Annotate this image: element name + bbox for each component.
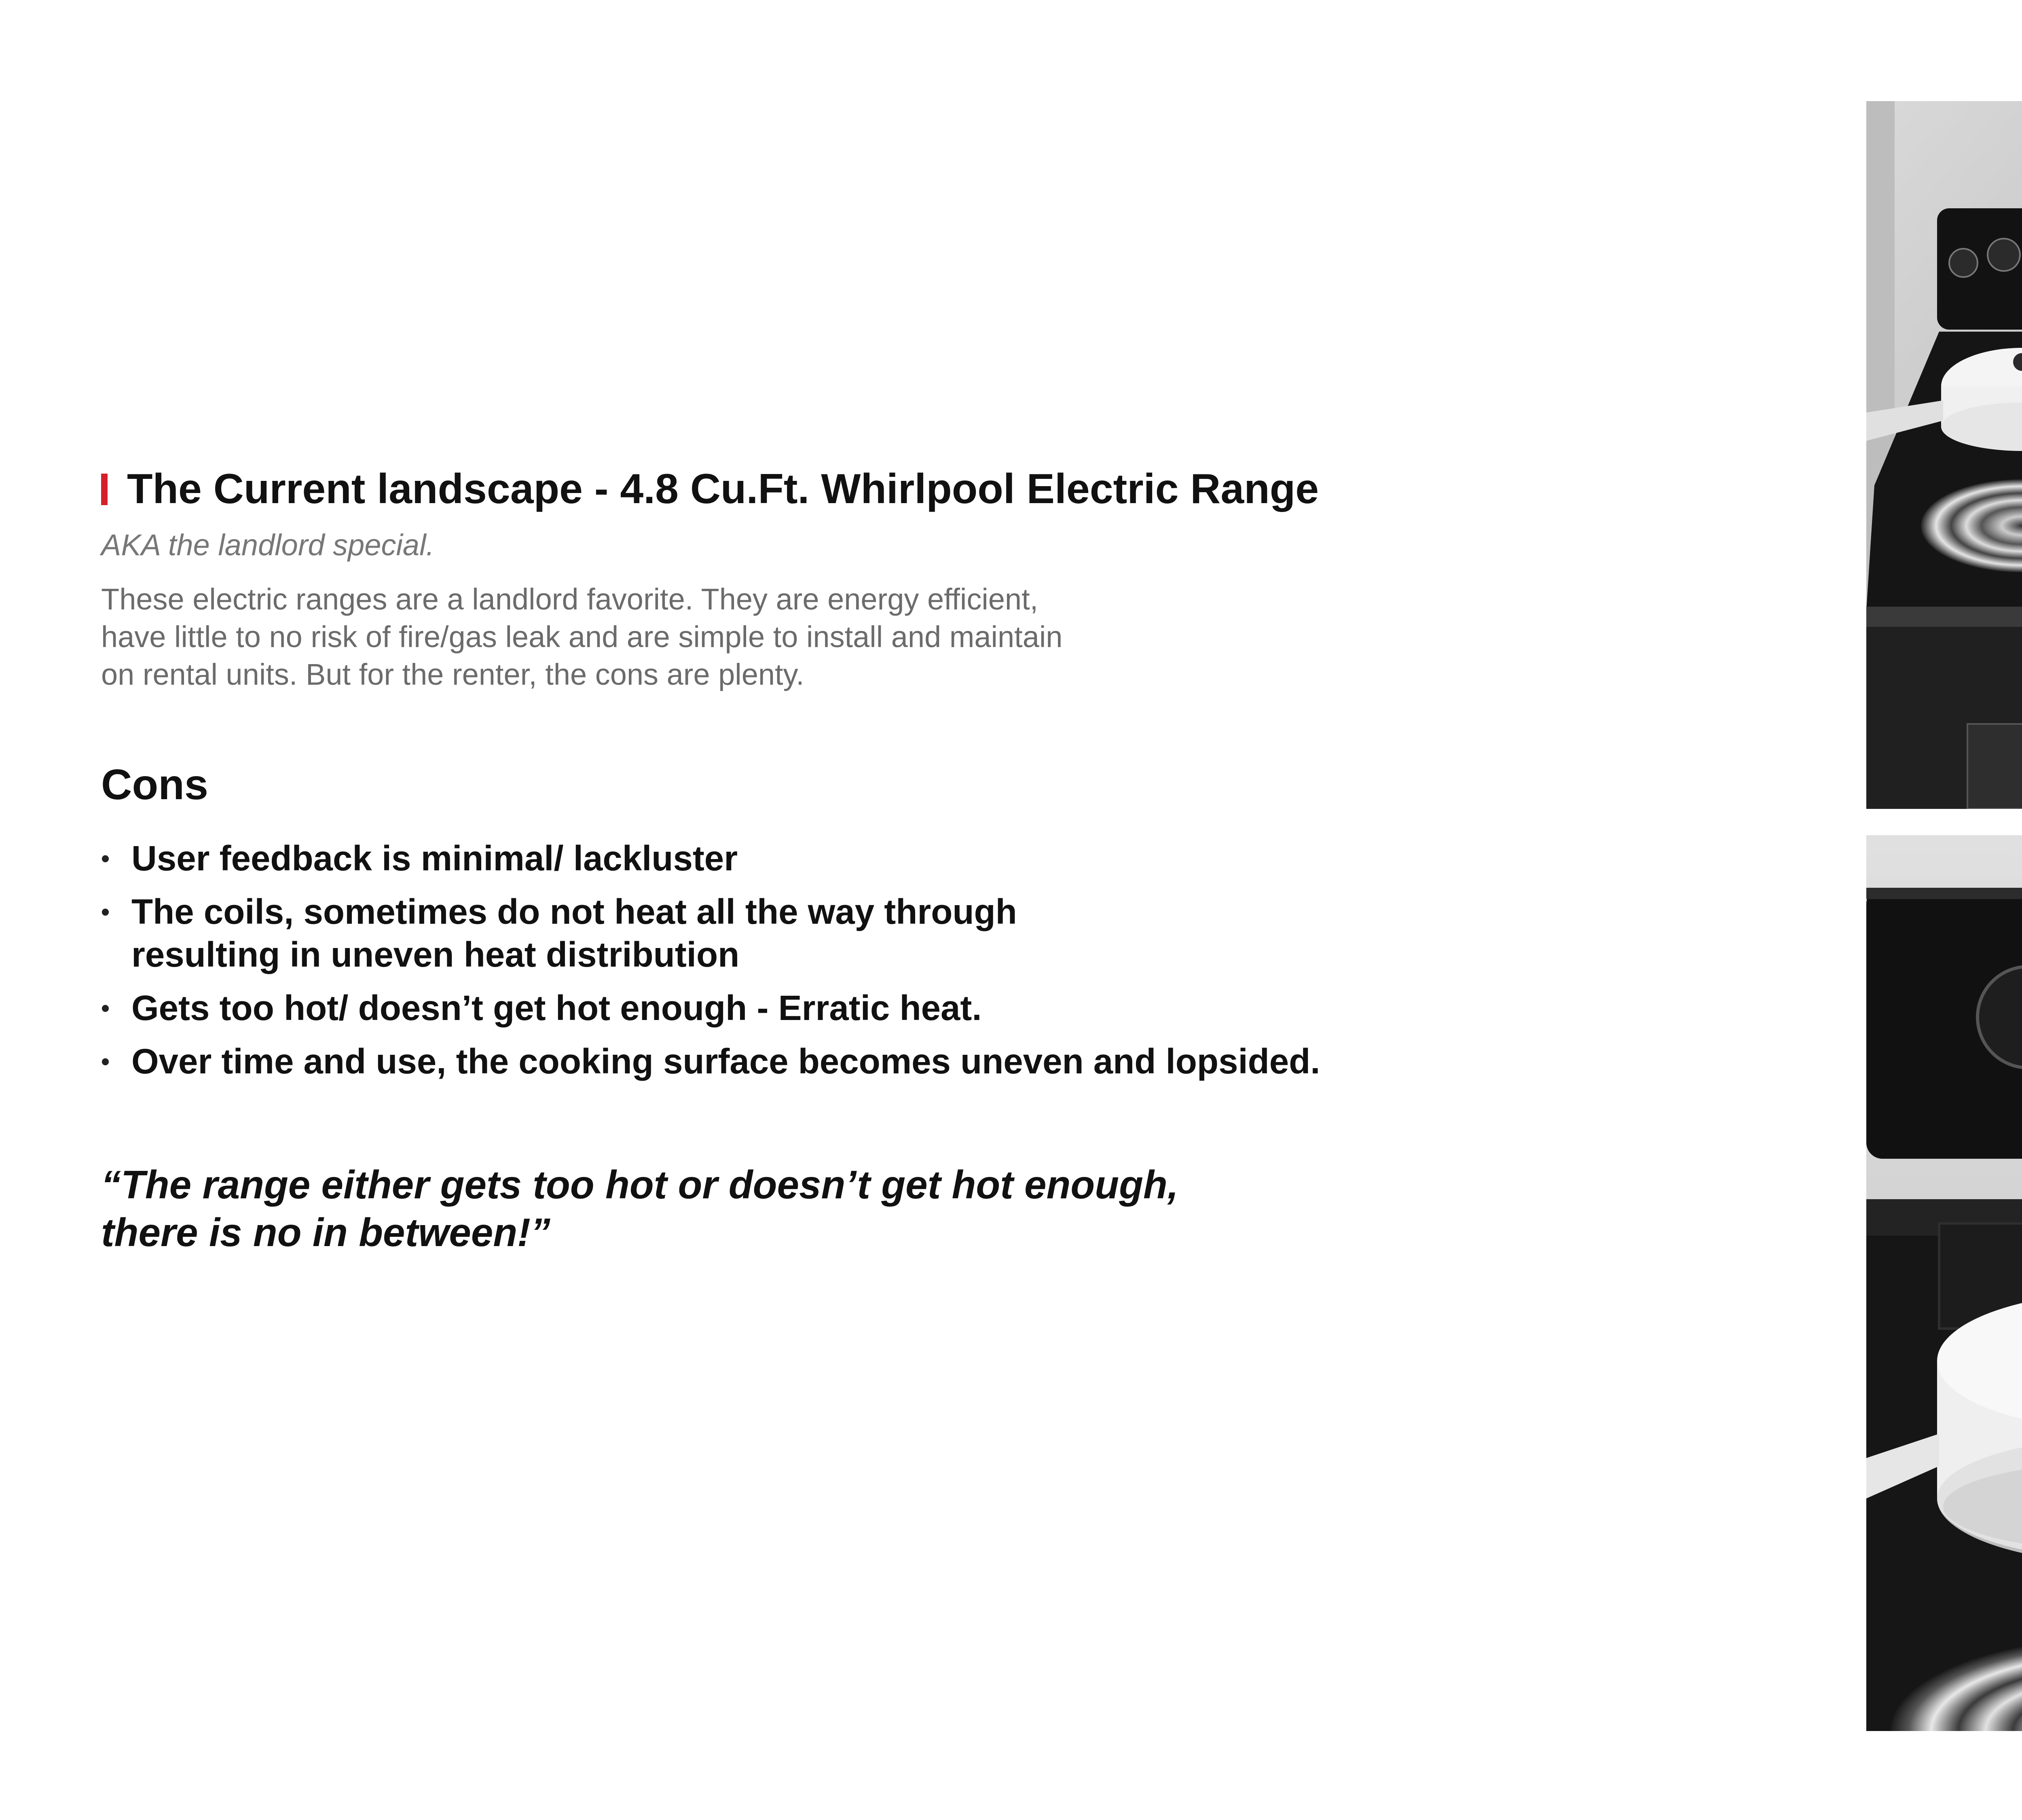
bullet-icon: •: [101, 1048, 110, 1075]
subtitle: AKA the landlord special.: [101, 528, 435, 562]
bullet-icon: •: [101, 995, 110, 1022]
cons-item-text: Gets too hot/ doesn’t get hot enough - Erratic heat.: [131, 988, 982, 1028]
control-panel-closeup-photo: [1866, 835, 2022, 1731]
cons-list: [101, 837, 1436, 1094]
cons-item: [101, 1040, 1436, 1083]
intro-line: have little to no risk of fire/gas leak and are simple to install and maintain: [101, 620, 1063, 654]
intro-line: on rental units. But for the renter, the cons are plenty.: [101, 658, 804, 691]
bullet-icon: •: [101, 845, 110, 872]
page-title: The Current landscape - 4.8 Cu.Ft. Whirlpool Electric Range: [127, 466, 1319, 512]
cons-item-text: Over time and use, the cooking surface becomes uneven and lopsided.: [131, 1042, 1320, 1081]
cons-item: [101, 891, 1021, 976]
cons-item: [101, 837, 1436, 880]
cons-item-text: User feedback is minimal/ lackluster: [131, 839, 738, 878]
cons-item: [101, 987, 1436, 1030]
quote-line: “The range either gets too hot or doesn’t get hot enough,: [101, 1162, 1179, 1207]
cons-item-text: The coils, sometimes do not heat all the way through resulting in uneven heat distribution: [131, 892, 1017, 974]
cons-heading: Cons: [101, 761, 208, 808]
control-panel-closeup-image: [1866, 835, 2022, 1731]
bullet-icon: •: [101, 898, 110, 925]
testimonial-quote: [101, 1161, 1179, 1256]
intro-paragraph: [101, 580, 1153, 693]
title-row: [101, 465, 1319, 513]
intro-line: These electric ranges are a landlord favorite. They are energy efficient,: [101, 582, 1038, 616]
quote-line: there is no in between!”: [101, 1210, 550, 1255]
title-accent-bar: [101, 474, 108, 505]
stovetop-photo: [1866, 101, 2022, 809]
stovetop-photo-image: [1866, 101, 2022, 809]
